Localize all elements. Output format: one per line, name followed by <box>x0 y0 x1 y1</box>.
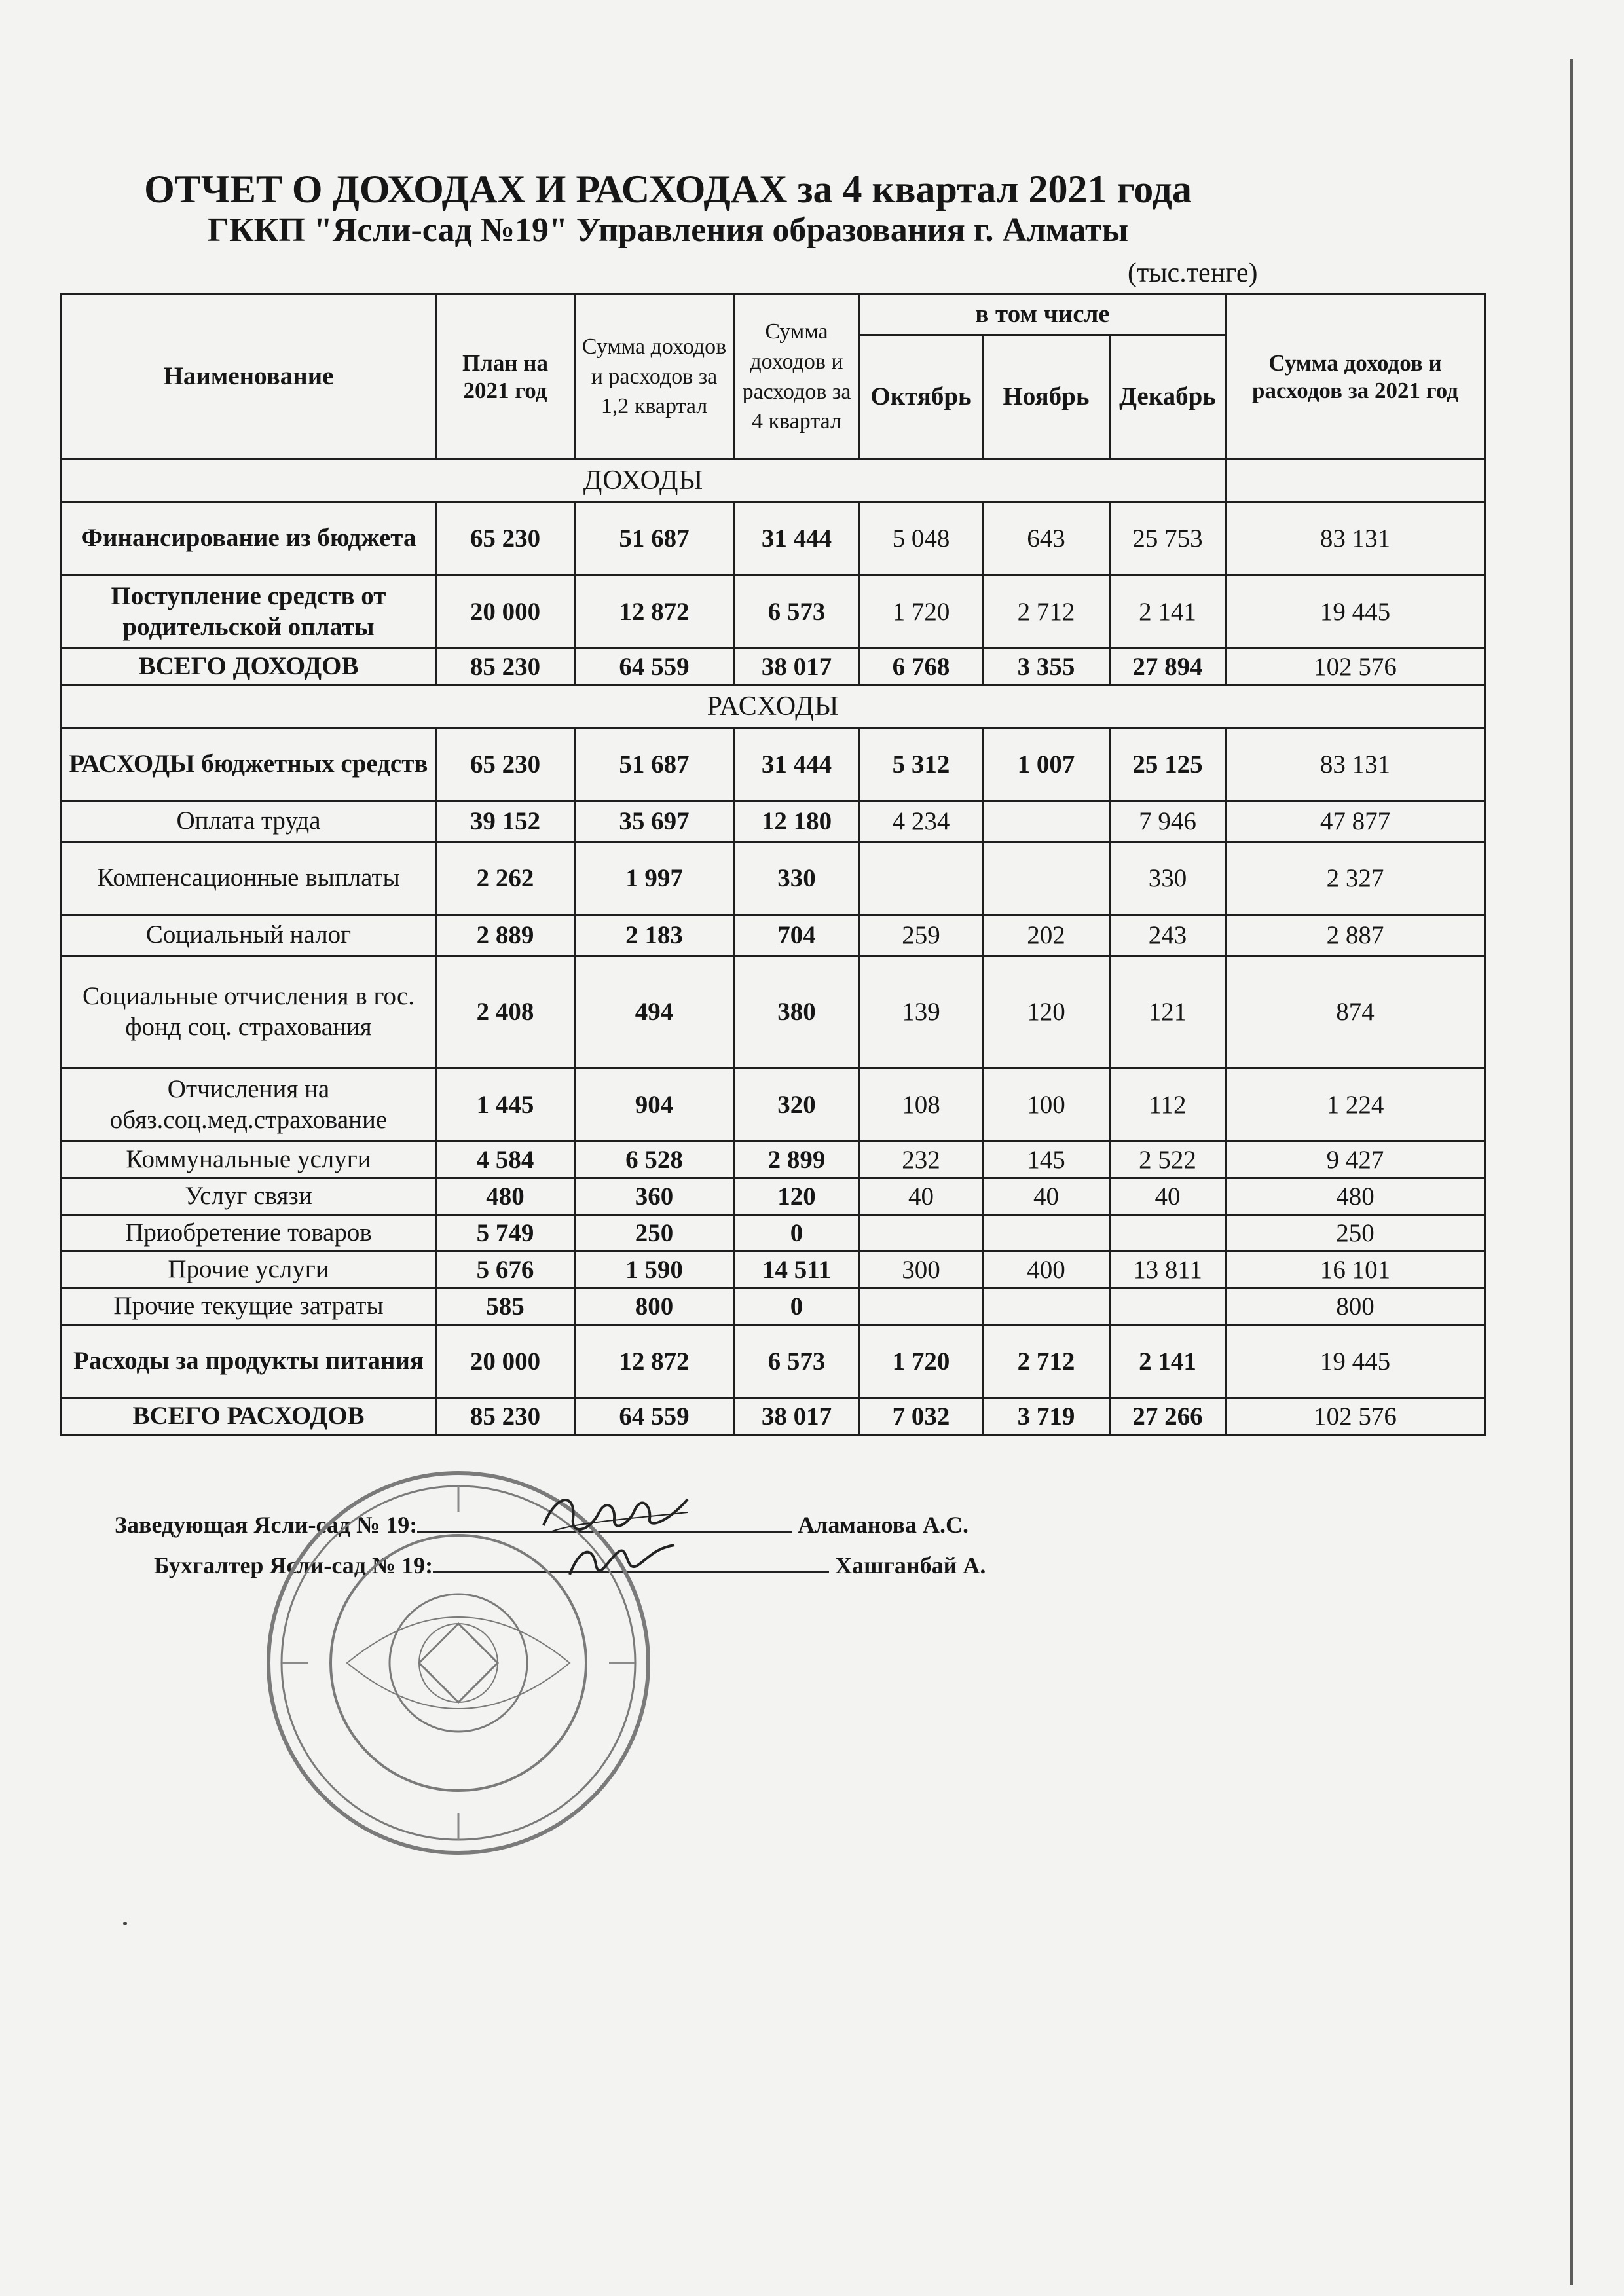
header-october: Октябрь <box>860 335 983 460</box>
cell-plan: 585 <box>436 1288 575 1325</box>
header-including: в том числе <box>860 295 1226 335</box>
cell-name: Поступление средств от родительской оплаты <box>62 575 436 649</box>
cell-q12: 12 872 <box>575 575 734 649</box>
cell-year: 800 <box>1226 1288 1485 1325</box>
cell-q4: 6 573 <box>734 1325 860 1398</box>
cell-nov: 100 <box>983 1068 1110 1142</box>
header-sum-q12: Сумма доходов и расходов за 1,2 квартал <box>575 295 734 460</box>
cell-q12: 360 <box>575 1178 734 1215</box>
header-plan: План на 2021 год <box>436 295 575 460</box>
cell-dec: 7 946 <box>1110 801 1226 842</box>
accountant-signature-icon <box>563 1535 681 1588</box>
cell-dec: 27 266 <box>1110 1398 1226 1435</box>
cell-q4: 12 180 <box>734 801 860 842</box>
cell-q12: 51 687 <box>575 728 734 801</box>
cell-nov: 120 <box>983 956 1110 1068</box>
cell-nov: 2 712 <box>983 1325 1110 1398</box>
cell-q4: 380 <box>734 956 860 1068</box>
cell-year: 19 445 <box>1226 575 1485 649</box>
cell-oct: 5 048 <box>860 502 983 575</box>
cell-name: Социальные отчисления в гос. фонд соц. страхования <box>62 956 436 1068</box>
cell-nov <box>983 842 1110 915</box>
cell-name: Приобретение товаров <box>62 1215 436 1252</box>
income-row <box>62 575 1485 649</box>
cell-q4: 330 <box>734 842 860 915</box>
accountant-name: Хашганбай А. <box>835 1552 986 1578</box>
cell-year: 83 131 <box>1226 728 1485 801</box>
cell-dec: 25 753 <box>1110 502 1226 575</box>
expense-row <box>62 728 1485 801</box>
section-expenses: РАСХОДЫ <box>62 685 1485 728</box>
cell-name: РАСХОДЫ бюджетных средств <box>62 728 436 801</box>
cell-plan: 65 230 <box>436 728 575 801</box>
cell-oct: 1 720 <box>860 575 983 649</box>
cell-dec: 2 141 <box>1110 575 1226 649</box>
cell-nov <box>983 1215 1110 1252</box>
cell-dec: 13 811 <box>1110 1252 1226 1288</box>
income-row <box>62 502 1485 575</box>
expense-row <box>62 801 1485 842</box>
cell-name: ВСЕГО ДОХОДОВ <box>62 649 436 685</box>
cell-dec: 2 522 <box>1110 1142 1226 1178</box>
cell-name: Прочие текущие затраты <box>62 1288 436 1325</box>
cell-plan: 5 676 <box>436 1252 575 1288</box>
head-name: Аламанова А.С. <box>798 1512 969 1538</box>
cell-q4: 31 444 <box>734 728 860 801</box>
cell-year: 19 445 <box>1226 1325 1485 1398</box>
accountant-label: Бухгалтер Ясли-сад № 19: <box>154 1552 434 1578</box>
cell-nov: 643 <box>983 502 1110 575</box>
cell-q12: 12 872 <box>575 1325 734 1398</box>
cell-q4: 6 573 <box>734 575 860 649</box>
cell-dec: 330 <box>1110 842 1226 915</box>
cell-oct: 5 312 <box>860 728 983 801</box>
page-edge-line <box>1570 59 1573 2285</box>
cell-year: 83 131 <box>1226 502 1485 575</box>
cell-dec <box>1110 1215 1226 1252</box>
expense-row <box>62 915 1485 956</box>
cell-q12: 494 <box>575 956 734 1068</box>
cell-nov: 400 <box>983 1252 1110 1288</box>
cell-name: Оплата труда <box>62 801 436 842</box>
cell-q12: 1 590 <box>575 1252 734 1288</box>
cell-dec <box>1110 1288 1226 1325</box>
expense-row <box>62 1142 1485 1178</box>
cell-year: 16 101 <box>1226 1252 1485 1288</box>
cell-year: 874 <box>1226 956 1485 1068</box>
cell-plan: 1 445 <box>436 1068 575 1142</box>
report-title: ОТЧЕТ О ДОХОДАХ И РАСХОДАХ за 4 квартал 2021 года <box>144 168 1192 211</box>
cell-dec: 121 <box>1110 956 1226 1068</box>
income-total-row <box>62 649 1485 685</box>
cell-nov: 145 <box>983 1142 1110 1178</box>
header-november: Ноябрь <box>983 335 1110 460</box>
cell-nov: 3 355 <box>983 649 1110 685</box>
cell-oct: 1 720 <box>860 1325 983 1398</box>
cell-oct: 6 768 <box>860 649 983 685</box>
cell-nov: 202 <box>983 915 1110 956</box>
cell-nov: 2 712 <box>983 575 1110 649</box>
header-year-total: Сумма доходов и расходов за 2021 год <box>1226 295 1485 460</box>
expense-row <box>62 842 1485 915</box>
cell-q4: 38 017 <box>734 649 860 685</box>
cell-q4: 120 <box>734 1178 860 1215</box>
scan-speck <box>123 1922 127 1925</box>
income-expense-table <box>60 293 1486 1436</box>
cell-q4: 0 <box>734 1215 860 1252</box>
cell-oct: 4 234 <box>860 801 983 842</box>
cell-name: Социальный налог <box>62 915 436 956</box>
cell-name: Финансирование из бюджета <box>62 502 436 575</box>
expense-row <box>62 1252 1485 1288</box>
cell-q12: 1 997 <box>575 842 734 915</box>
cell-oct: 300 <box>860 1252 983 1288</box>
organization-title: ГККП "Ясли-сад №19" Управления образования г. Алматы <box>207 211 1129 249</box>
cell-name: Компенсационные выплаты <box>62 842 436 915</box>
cell-oct: 232 <box>860 1142 983 1178</box>
cell-q4: 14 511 <box>734 1252 860 1288</box>
cell-dec: 112 <box>1110 1068 1226 1142</box>
cell-q12: 51 687 <box>575 502 734 575</box>
expense-row <box>62 1325 1485 1398</box>
cell-name: ВСЕГО РАСХОДОВ <box>62 1398 436 1435</box>
expense-row <box>62 1215 1485 1252</box>
cell-dec: 40 <box>1110 1178 1226 1215</box>
cell-q12: 35 697 <box>575 801 734 842</box>
cell-plan: 2 889 <box>436 915 575 956</box>
cell-q12: 2 183 <box>575 915 734 956</box>
cell-year: 102 576 <box>1226 649 1485 685</box>
cell-dec: 243 <box>1110 915 1226 956</box>
expense-row <box>62 1068 1485 1142</box>
cell-nov <box>983 1288 1110 1325</box>
expense-row <box>62 1288 1485 1325</box>
cell-q4: 2 899 <box>734 1142 860 1178</box>
cell-dec: 27 894 <box>1110 649 1226 685</box>
cell-oct: 259 <box>860 915 983 956</box>
cell-oct: 7 032 <box>860 1398 983 1435</box>
head-label: Заведующая Ясли-сад № 19: <box>115 1512 418 1538</box>
cell-plan: 480 <box>436 1178 575 1215</box>
header-sum-q4: Сумма доходов и расходов за 4 квартал <box>734 295 860 460</box>
cell-name: Услуг связи <box>62 1178 436 1215</box>
cell-plan: 65 230 <box>436 502 575 575</box>
cell-dec: 2 141 <box>1110 1325 1226 1398</box>
cell-name: Коммунальные услуги <box>62 1142 436 1178</box>
expense-row <box>62 956 1485 1068</box>
cell-plan: 20 000 <box>436 575 575 649</box>
cell-year: 9 427 <box>1226 1142 1485 1178</box>
cell-oct <box>860 1288 983 1325</box>
cell-year: 250 <box>1226 1215 1485 1252</box>
cell-oct: 139 <box>860 956 983 1068</box>
section-income: ДОХОДЫ <box>62 460 1226 502</box>
cell-plan: 85 230 <box>436 649 575 685</box>
header-name: Наименование <box>62 295 436 460</box>
cell-q12: 800 <box>575 1288 734 1325</box>
cell-q4: 320 <box>734 1068 860 1142</box>
cell-plan: 85 230 <box>436 1398 575 1435</box>
cell-q4: 31 444 <box>734 502 860 575</box>
cell-plan: 2 408 <box>436 956 575 1068</box>
cell-nov <box>983 801 1110 842</box>
header-december: Декабрь <box>1110 335 1226 460</box>
cell-q4: 38 017 <box>734 1398 860 1435</box>
cell-q12: 6 528 <box>575 1142 734 1178</box>
cell-nov: 40 <box>983 1178 1110 1215</box>
cell-q4: 0 <box>734 1288 860 1325</box>
cell-name: Прочие услуги <box>62 1252 436 1288</box>
cell-year: 480 <box>1226 1178 1485 1215</box>
cell-plan: 5 749 <box>436 1215 575 1252</box>
cell-oct <box>860 1215 983 1252</box>
cell-q12: 64 559 <box>575 649 734 685</box>
cell-nov: 3 719 <box>983 1398 1110 1435</box>
cell-year: 2 887 <box>1226 915 1485 956</box>
cell-oct: 40 <box>860 1178 983 1215</box>
cell-oct <box>860 842 983 915</box>
cell-year: 102 576 <box>1226 1398 1485 1435</box>
expense-row <box>62 1178 1485 1215</box>
cell-q12: 64 559 <box>575 1398 734 1435</box>
units-label: (тыс.тенге) <box>1128 258 1258 288</box>
cell-q12: 904 <box>575 1068 734 1142</box>
expense-total-row <box>62 1398 1485 1435</box>
cell-q4: 704 <box>734 915 860 956</box>
section-income-empty <box>1226 460 1485 502</box>
cell-plan: 20 000 <box>436 1325 575 1398</box>
cell-name: Отчисления на обяз.соц.мед.страхование <box>62 1068 436 1142</box>
cell-name: Расходы за продукты питания <box>62 1325 436 1398</box>
cell-nov: 1 007 <box>983 728 1110 801</box>
cell-plan: 39 152 <box>436 801 575 842</box>
cell-q12: 250 <box>575 1215 734 1252</box>
cell-oct: 108 <box>860 1068 983 1142</box>
cell-year: 47 877 <box>1226 801 1485 842</box>
cell-dec: 25 125 <box>1110 728 1226 801</box>
cell-year: 1 224 <box>1226 1068 1485 1142</box>
cell-plan: 2 262 <box>436 842 575 915</box>
cell-year: 2 327 <box>1226 842 1485 915</box>
cell-plan: 4 584 <box>436 1142 575 1178</box>
